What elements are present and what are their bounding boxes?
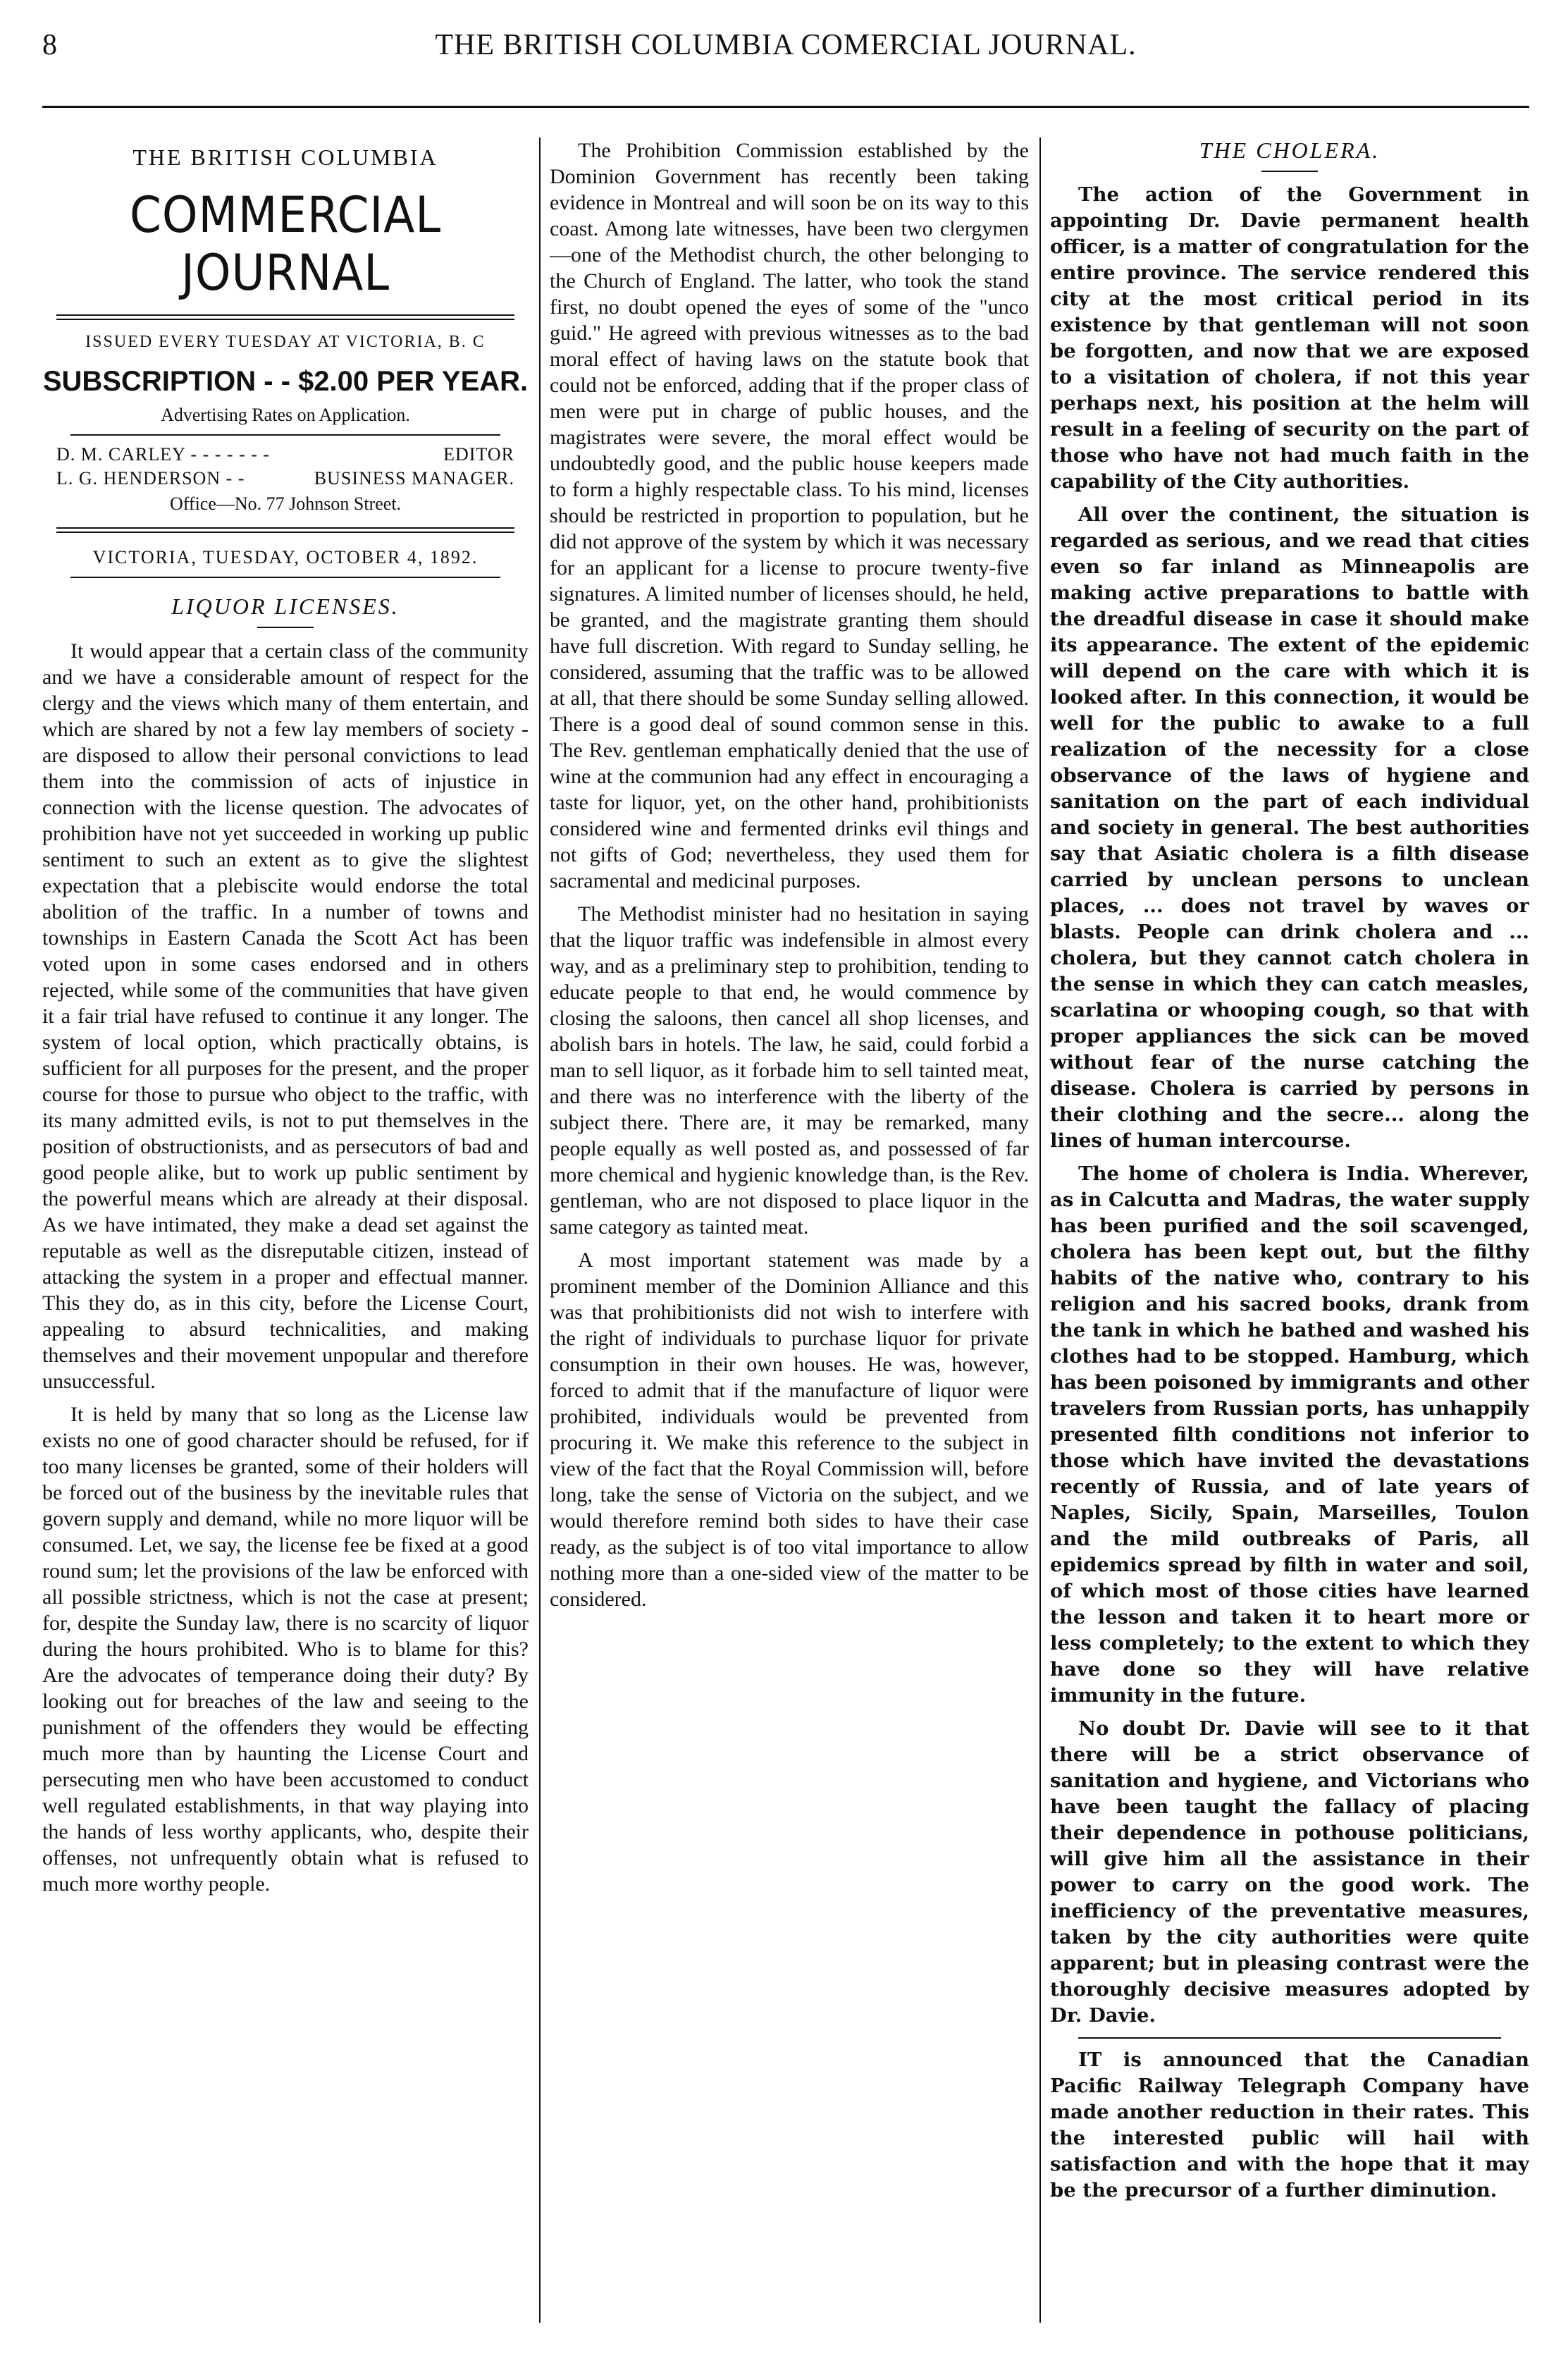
column-divider — [1039, 137, 1041, 2323]
liquor-paragraph: It would appear that a certain class of the community and we have a considerable amount of respect for the clergy and the views which many of them entertain, and which are shared by not a few lay members of society -are disposed to allow their personal convictions to lead them into the commission of acts of injustice in connection with the license question. The advocates of prohibition have not yet succeeded in working up public sentiment to such an extent as to give the slightest expectation that a plebiscite would endorse the total abolition of the traffic. In a number of towns and townships in Eastern Canada the Scott Act has been voted upon in some cases endorsed and in others rejected, while some of the communities that have given it a fair trial have refused to continue it any longer. The system of local option, which practically obtains, is sufficient for all purposes for the present, and the proper course for those to pursue who object to the traffic, with its many admitted evils, is not to put themselves in the position of obstructionists, and as persecutors of bad and good people alike, but to work up public sentiment by the powerful means which are already at their disposal. As we have intimated, they make a dead set against the reputable as well as the disreputable citizen, instead of attacking the system in a proper and effectual manner. This they do, as in this city, before the License Court, appealing to absurd technicalities, and making themselves and their movement unpopular and therefore unsuccessful. — [42, 639, 529, 1393]
column-right — [1050, 137, 1529, 2330]
liquor-paragraph: It is held by many that so long as the License law exists no one of good character should be refused, for if too many licenses be granted, some of their holders will be forced out of the business by the inevitable rules that govern supply and demand, while no more liquor will be consumed. Let, we say, the license fee be fixed at a good round sum; let the provisions of the law be enforced with all possible strictness, which is not the case at present; for, despite the Sunday law, there is no scarcity of liquor during the hours prohibited. Who is to blame for this? Are the advocates of temperance doing their duty? By looking out for breaches of the law and seeing to the punishment of the offenders they would be effecting much more than by haunting the License Court and persecuting men who have been accustomed to conduct well regulated establishments, in that way playing into the hands of less worthy applicants, who, despite their offenses, not unfrequently obtain what is refused to much more worthy people. — [42, 1403, 529, 1896]
subscription-price: SUBSCRIPTION - - $2.00 PER YEAR. — [42, 366, 529, 397]
editor-line — [56, 444, 514, 465]
column-left — [42, 137, 529, 2330]
heading-rule — [257, 627, 314, 628]
liquor-paragraph: The Methodist minister had no hesitation in saying that the liquor traffic was indefensible in almost every way, and as a preliminary step to prohibition, tending to educate people to that end, he would commence by closing the saloons, then cancel all shop licenses, and abolish bars in hotels. The law, he said, could forbid a man to sell liquor, as it forbade him to sell tainted meat, and there was no interference with the liberty of the subject there. There are, it may be remarked, many people equally as well posted as, and possessed of far more chemical and hygienic knowledge than, is the Rev. gentleman, who are not disposed to place liquor in the same category as tainted meat. — [550, 902, 1029, 1239]
advertising-note: Advertising Rates on Application. — [161, 405, 410, 425]
masthead-rule — [56, 314, 514, 320]
running-head — [42, 28, 1529, 78]
liquor-paragraph: A most important statement was made by a prominent member of the Dominion Alliance and this was that prohibitionists did not wish to interfere with the right of individuals to purchase liquor for private consumption in their own houses. He was, however, forced to admit that if the manufacture of liquor were prohibited, individuals would be prevented from procuring it. We make this reference to the subject in view of the fact that the Royal Commission will, before long, take the sense of Victoria on the subject, and we would therefore remind both sides to have their case ready, as the subject is of too vital importance to allow nothing more than a one-sided view of the matter to be considered. — [550, 1248, 1029, 1611]
newspaper-page — [42, 0, 1529, 2358]
masthead-rule — [70, 434, 500, 436]
column-middle — [550, 137, 1029, 2330]
column-divider — [539, 137, 541, 2323]
page-number: 8 — [42, 29, 57, 61]
section-rule — [1078, 2037, 1501, 2039]
cholera-paragraph: The action of the Government in appointing Dr. Davie permanent health officer, is a matter of congratulation for the entire province. The service rendered this city at the most critical period in its existence by that gentleman will not soon be forgotten, and now that we are exposed to a visitation of cholera, if not this year perhaps next, his position at the helm will result in a feeling of security on the part of those who have not had much faith in the capability of the City authorities. — [1050, 183, 1529, 493]
running-title: THE BRITISH COLUMBIA COMERCIAL JOURNAL. — [435, 29, 1137, 61]
cholera-paragraph: All over the continent, the situation is regarded as serious, and we read that cities even so far inland as Minneapolis are making active preparations to battle with the dreadful disease in case it should make its appearance. The extent of the epidemic will depend on the care with which it is looked after. In this connection, it would be well for the public to awake to a full realization of the necessity for a close observance of the laws of hygiene and sanitation on the part of each individual and society in general. The best authorities say that Asiatic cholera is a filth disease carried by unclean persons to unclean places, ... does not travel by waves or blasts. People can drink cholera and ... cholera, but they cannot catch cholera in the sense in which they can catch measles, scarlatina or whooping cough, so that with proper appliances the sick can be moved without fear of the nurse catching the disease. Cholera is carried by persons in their clothing and the secre... along the lines of human intercourse. — [1050, 503, 1529, 1152]
cholera-paragraph: No doubt Dr. Davie will see to it that there will be a strict observance of sanitation and hygiene, and Victorians who have been taught the fallacy of placing their dependence in pothouse politicians, will give him all the assistance in their power to carry on the good work. The inefficiency of the preventative measures, taken by the city authorities were quite apparent; but in pleasing contrast were the thoroughly decisive measures adopted by Dr. Davie. — [1050, 1717, 1529, 2027]
office-address: Office—No. 77 Johnson Street. — [169, 493, 402, 514]
editor-name: D. M. CARLEY - - - - - - - — [56, 444, 271, 465]
dateline-rule — [70, 577, 500, 578]
manager-line — [56, 468, 514, 489]
telegraph-notice: IT is announced that the Canadian Pacific Railway Telegraph Company have made another reduction in their rates. This the interested public will hail with satisfaction and with the hope that it may be the precursor of a further diminution. — [1050, 2049, 1529, 2202]
cholera-paragraph: The home of cholera is India. Wherever, as in Calcutta and Madras, the water supply has been purified and the soil scavenged, cholera has been kept out, but the filthy habits of the native who, contrary to his religion and his sacred books, drank from the tank in which he bathed and washed his clothes had to be stopped. Hamburg, which has been poisoned by immigrants and other travelers from Russian ports, has unhappily presented filth conditions not inferior to those which have invited the devastations recently of Russia, and of late years of Naples, Sicily, Spain, Marseilles, Toulon and the mild outbreaks of Paris, all epidemics spread by filth in water and soil, of which most of those cities have learned the lesson and taken it to heart more or less completely; to the extent to which they have done so they will have relative immunity in the future. — [1050, 1162, 1529, 1707]
liquor-heading: LIQUOR LICENSES. — [171, 594, 400, 619]
liquor-paragraph: The Prohibition Commission established by the Dominion Government has recently been taking evidence in Montreal and will soon be on its way to this coast. Among late witnesses, have been two clergymen—one of the Methodist church, the other belonging to the Church of England. The latter, who took the stand first, no doubt opened the eyes of some of the "unco guid." He agreed with previous witnesses as to the bad moral effect of having laws on the statute book that could not be enforced, adding that if the proper class of men were put in charge of public houses, and the magistrates were severe, the moral effect would be undoubtedly good, and the public house keepers made to form a highly respectable class. To his mind, licenses should be restricted in proportion to population, but he did not approve of the system by which it was necessary for an applicant for a license to procure twenty-five signatures. A limited number of licenses should, he held, be granted, and the magistrate granting them should have full discretion. With regard to Sunday selling, he considered, assuming that the traffic was to be allowed at all, that there should be some Sunday selling allowed. There is a good deal of sound common sense in this. The Rev. gentleman emphatically denied that the use of wine at the communion had any effect in encouraging a taste for liquor, yet, on the other hand, prohibitionists considered wine and fermented drinks evil things and not gifts of God; nevertheless, they used them for sacramental and medicinal purposes. — [550, 139, 1029, 892]
manager-name: L. G. HENDERSON - - — [56, 468, 245, 489]
heading-rule — [1261, 171, 1318, 172]
masthead-title: COMMERCIAL JOURNAL — [129, 186, 442, 302]
editor-title: EDITOR — [443, 444, 514, 465]
header-rule — [42, 106, 1529, 108]
manager-title: BUSINESS MANAGER. — [314, 468, 514, 489]
masthead-rule — [56, 527, 514, 533]
masthead-line: THE BRITISH COLUMBIA — [132, 145, 438, 170]
dateline: VICTORIA, TUESDAY, OCTOBER 4, 1892. — [92, 547, 479, 567]
cholera-heading: THE CHOLERA. — [1199, 137, 1381, 163]
masthead-issued: ISSUED EVERY TUESDAY AT VICTORIA, B. C — [85, 333, 486, 351]
